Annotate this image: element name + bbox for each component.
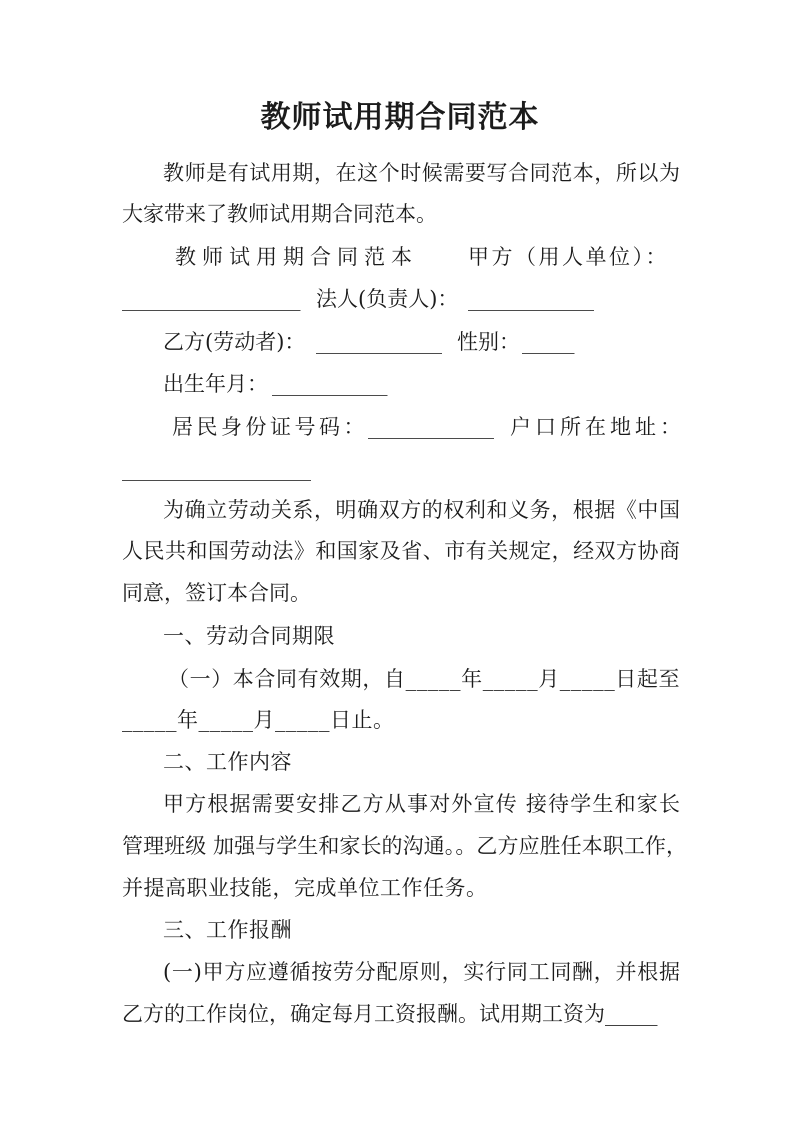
section-line: (一)甲方应遵循按劳分配原则，实行同工同酬，并根据 xyxy=(163,960,680,984)
id-label: 居民身份证号码： xyxy=(172,415,368,439)
section-heading: 一、劳动合同期限 xyxy=(163,624,335,648)
section-line: _____年_____月_____日止。 xyxy=(122,708,395,732)
legal-rep-label: 法人(负责人)： xyxy=(316,287,459,311)
section-heading: 三、工作报酬 xyxy=(163,918,292,942)
preamble-line: 同意，签订本合同。 xyxy=(122,581,311,605)
birth-blank: ___________ xyxy=(272,372,388,396)
section-line: 并提高职业技能，完成单位工作任务。 xyxy=(122,876,488,900)
form-heading: 教师试用期合同范本 xyxy=(175,245,418,269)
section-line: 甲方根据需要安排乙方从事对外宣传 接待学生和家长 xyxy=(163,792,680,816)
section-line: 管理班级 加强与学生和家长的沟通。。乙方应胜任本职工作， xyxy=(122,834,687,858)
preamble-line: 人民共和国劳动法》和国家及省、市有关规定，经双方协商 xyxy=(122,539,680,563)
section-line: 乙方的工作岗位，确定每月工资报酬。试用期工资为_____ xyxy=(122,1002,658,1026)
party-a-label: 甲方（用人单位）： xyxy=(468,245,669,269)
address-label: 户口所在地址： xyxy=(510,415,685,439)
gender-blank: _____ xyxy=(522,330,575,354)
form-header-row xyxy=(0,244,800,270)
legal-rep-blank: ____________ xyxy=(468,287,594,311)
birth-label: 出生年月： xyxy=(163,372,268,396)
gender-label: 性别： xyxy=(457,330,520,354)
preamble-line: 为确立劳动关系，明确双方的权利和义务，根据《中国 xyxy=(163,498,680,522)
intro-line: 大家带来了教师试用期合同范本。 xyxy=(122,202,437,226)
birth-row xyxy=(0,371,800,397)
section-line: （一）本合同有效期，自_____年_____月_____日起至 xyxy=(168,667,681,691)
intro-line: 教师是有试用期，在这个时候需要写合同范本，所以为 xyxy=(163,161,680,185)
party-b-row xyxy=(0,329,800,355)
section-heading: 二、工作内容 xyxy=(163,750,292,774)
address-row xyxy=(0,456,800,482)
document-title: 教师试用期合同范本 xyxy=(260,100,540,135)
party-a-row xyxy=(0,286,800,312)
party-b-label: 乙方(劳动者)： xyxy=(163,330,306,354)
party-a-blank: _________________ xyxy=(122,287,301,311)
address-blank: __________________ xyxy=(122,457,311,481)
id-blank: ____________ xyxy=(368,415,494,439)
party-b-blank: ____________ xyxy=(316,330,442,354)
id-row xyxy=(0,414,800,440)
